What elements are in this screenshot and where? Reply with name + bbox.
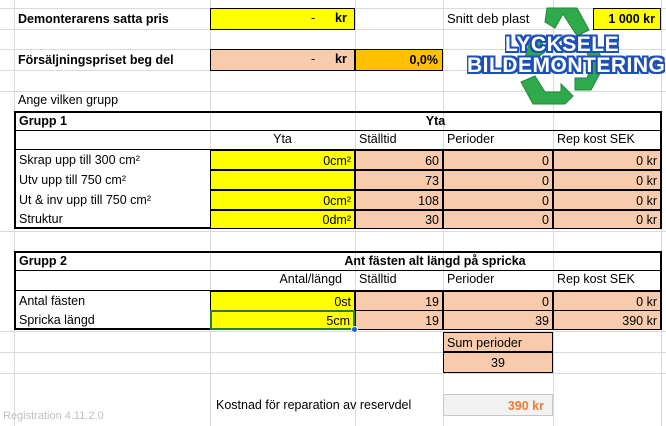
row-kost: 0 kr — [553, 150, 661, 170]
row-perioder: 0 — [443, 291, 553, 311]
grid-line — [0, 373, 666, 374]
company-logo — [465, 0, 666, 108]
row-kost: 390 kr — [553, 310, 661, 330]
sale-price-unit: kr — [335, 52, 347, 66]
row-stalltid: 30 — [355, 210, 443, 229]
row-value-input[interactable]: 0cm² — [210, 190, 355, 210]
row-kost: 0 kr — [553, 210, 661, 229]
row-value-input[interactable]: 0st — [210, 291, 355, 311]
group1-section: Yta — [425, 114, 446, 128]
row-kost: 0 kr — [553, 291, 661, 311]
row-perioder: 0 — [443, 190, 553, 210]
group2-section: Ant fästen alt längd på spricka — [344, 254, 526, 268]
row-stalltid: 73 — [355, 170, 443, 190]
group1-header-yta: Yta — [273, 132, 292, 146]
row-perioder: 0 — [443, 150, 553, 170]
logo-line2: BILDEMONTERING — [467, 55, 666, 77]
row-value-input[interactable] — [210, 170, 355, 190]
grid-line — [0, 352, 666, 353]
group2-header-antal: Antal/längd — [279, 272, 342, 286]
sale-percent: 0,0% — [355, 49, 443, 71]
row-kost: 0 kr — [553, 170, 661, 190]
row-perioder: 0 — [443, 210, 553, 229]
row-value-input-selected[interactable]: 5cm — [210, 310, 355, 330]
sum-perioder-label: Sum perioder — [443, 332, 553, 352]
row-kost: 0 kr — [553, 190, 661, 210]
dismantler-price-input[interactable] — [210, 8, 355, 30]
row-value-input[interactable]: 0cm² — [210, 150, 355, 170]
row-value-input[interactable]: 0dm² — [210, 210, 355, 229]
sale-price-value: - — [311, 52, 316, 66]
version-watermark: Registration 4.11.2.0 — [3, 410, 104, 422]
group2-title: Grupp 2 — [19, 254, 67, 268]
group2-header-perioder: Perioder — [447, 272, 495, 286]
group1-header-repkost: Rep kost SEK — [557, 132, 635, 146]
row-perioder: 39 — [443, 310, 553, 330]
logo-line1: LYCKSELE — [505, 34, 620, 56]
dismantler-price-unit: kr — [335, 11, 347, 25]
group1-header-stalltid: Ställtid — [359, 132, 397, 146]
sale-price-field[interactable] — [210, 49, 355, 71]
fill-handle[interactable] — [351, 326, 358, 333]
dismantler-price-value: - — [311, 11, 316, 25]
sum-perioder-value: 39 — [443, 352, 553, 373]
group1-title: Grupp 1 — [19, 114, 67, 128]
sale-price-label: Försäljningspriset beg del — [18, 53, 174, 67]
row-stalltid: 108 — [355, 190, 443, 210]
row-stalltid: 19 — [355, 310, 443, 330]
row-stalltid: 19 — [355, 291, 443, 311]
dismantler-price-label: Demonterarens satta pris — [18, 12, 169, 26]
total-value: 390 kr — [443, 394, 553, 416]
row-stalltid: 60 — [355, 150, 443, 170]
group2-header-repkost: Rep kost SEK — [557, 272, 635, 286]
row-label: Utv upp till 750 cm² — [19, 173, 126, 187]
row-label: Struktur — [19, 212, 63, 226]
grid-line — [0, 231, 666, 232]
total-label: Kostnad för reparation av reservdel — [216, 398, 412, 412]
avg-plastic-label: Snitt deb plast — [447, 11, 530, 26]
grid-line — [0, 331, 666, 332]
row-label: Antal fästen — [19, 294, 86, 308]
avg-plastic-value[interactable]: 1 000 kr — [593, 8, 661, 30]
row-perioder: 0 — [443, 170, 553, 190]
group-prompt: Ange vilken grupp — [18, 93, 119, 107]
row-label: Spricka längd — [19, 313, 95, 327]
group2-header-stalltid: Ställtid — [359, 272, 397, 286]
row-label: Ut & inv upp till 750 cm² — [19, 193, 151, 207]
row-label: Skrap upp till 300 cm² — [19, 153, 140, 167]
group1-header-perioder: Perioder — [447, 132, 495, 146]
